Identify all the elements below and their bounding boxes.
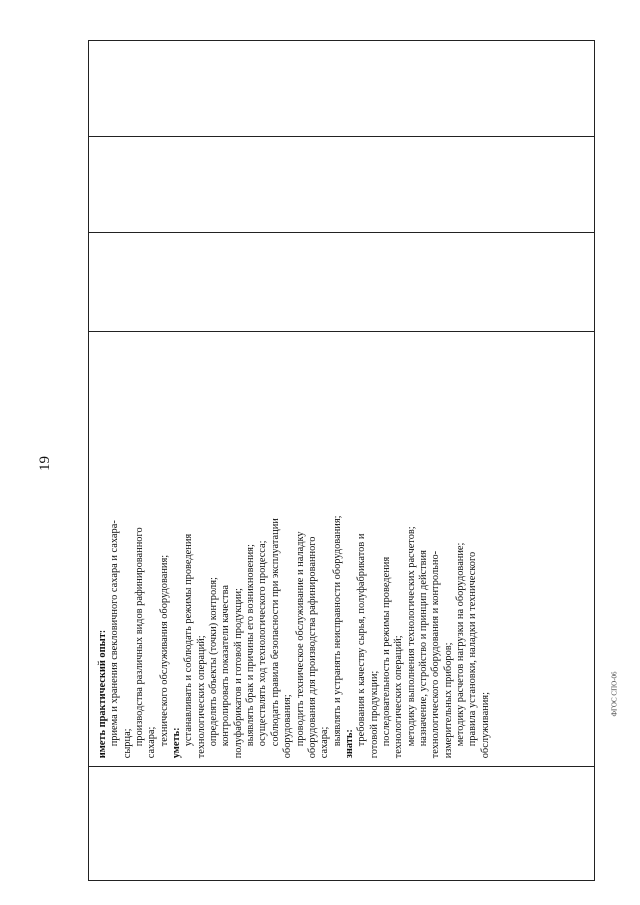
text-line: технологического оборудования и контрольно- — [430, 550, 442, 759]
text-line: последовательность и режимы проведения — [380, 556, 392, 747]
text-line: измерительных приборов; — [442, 642, 454, 759]
text-line: технологических операций; — [393, 635, 405, 759]
text-line: проводить техническое обслуживание и наладку — [294, 531, 306, 747]
text-line: обслуживания; — [479, 692, 491, 759]
text-line: правила установки, наладки и технического — [467, 551, 479, 747]
text-line: методику выполнения технологических расчетов; — [405, 526, 417, 747]
text-line: выявлять и устранять неисправности оборудования; — [331, 515, 343, 747]
text-line: готовой продукции; — [368, 670, 380, 759]
table-cell-requirements — [89, 332, 595, 767]
footer-mark: ФГОС СПО-06 — [610, 671, 619, 717]
rotated-table-inner — [88, 40, 595, 881]
text-line: методику расчетов нагрузки на оборудование; — [454, 542, 466, 747]
text-line: приема и хранения свекловичного сахара и сахара- — [109, 520, 121, 747]
table-cell-index — [89, 767, 595, 881]
section-heading: уметь: — [171, 727, 183, 759]
text-line: соблюдать правила безопасности при эксплуатации — [269, 518, 281, 747]
text-line: сырца; — [121, 728, 133, 759]
text-line: выявлять брак и причины его возникновения; — [245, 544, 257, 747]
text-line: сахара; — [146, 726, 158, 759]
text-line: назначение, устройство и принцип действия — [417, 550, 429, 747]
text-line: требования к качеству сырья, полуфабрикатов и — [356, 533, 368, 747]
section-heading: иметь практический опыт: — [97, 629, 108, 759]
text-line: технологических операций; — [195, 635, 207, 759]
text-line: производства различных видов рафинированного — [134, 527, 146, 747]
competency-table — [88, 40, 595, 881]
text-line: определять объекты (точки) контроля; — [208, 577, 220, 747]
section-heading: знать: — [343, 729, 355, 759]
table-cell-hours-1 — [89, 232, 595, 332]
text-line: оборудования для производства рафинированного — [306, 536, 318, 759]
table-cell-codes — [89, 41, 595, 137]
rotated-table-area — [88, 40, 595, 881]
text-line: осуществлять ход технологического процесса; — [257, 540, 269, 747]
table-cell-hours-2 — [89, 137, 595, 232]
page-number: 19 — [37, 456, 53, 471]
requirements-text — [89, 332, 496, 766]
text-line: устанавливать и соблюдать режимы проведения — [183, 533, 195, 747]
text-line: оборудования; — [282, 694, 294, 759]
text-line: контролировать показатели качества — [220, 585, 232, 747]
text-line: полуфабрикатов и готовой продукции; — [232, 588, 244, 759]
text-line: технического обслуживания оборудования; — [158, 554, 170, 747]
text-line: сахара; — [319, 726, 331, 759]
